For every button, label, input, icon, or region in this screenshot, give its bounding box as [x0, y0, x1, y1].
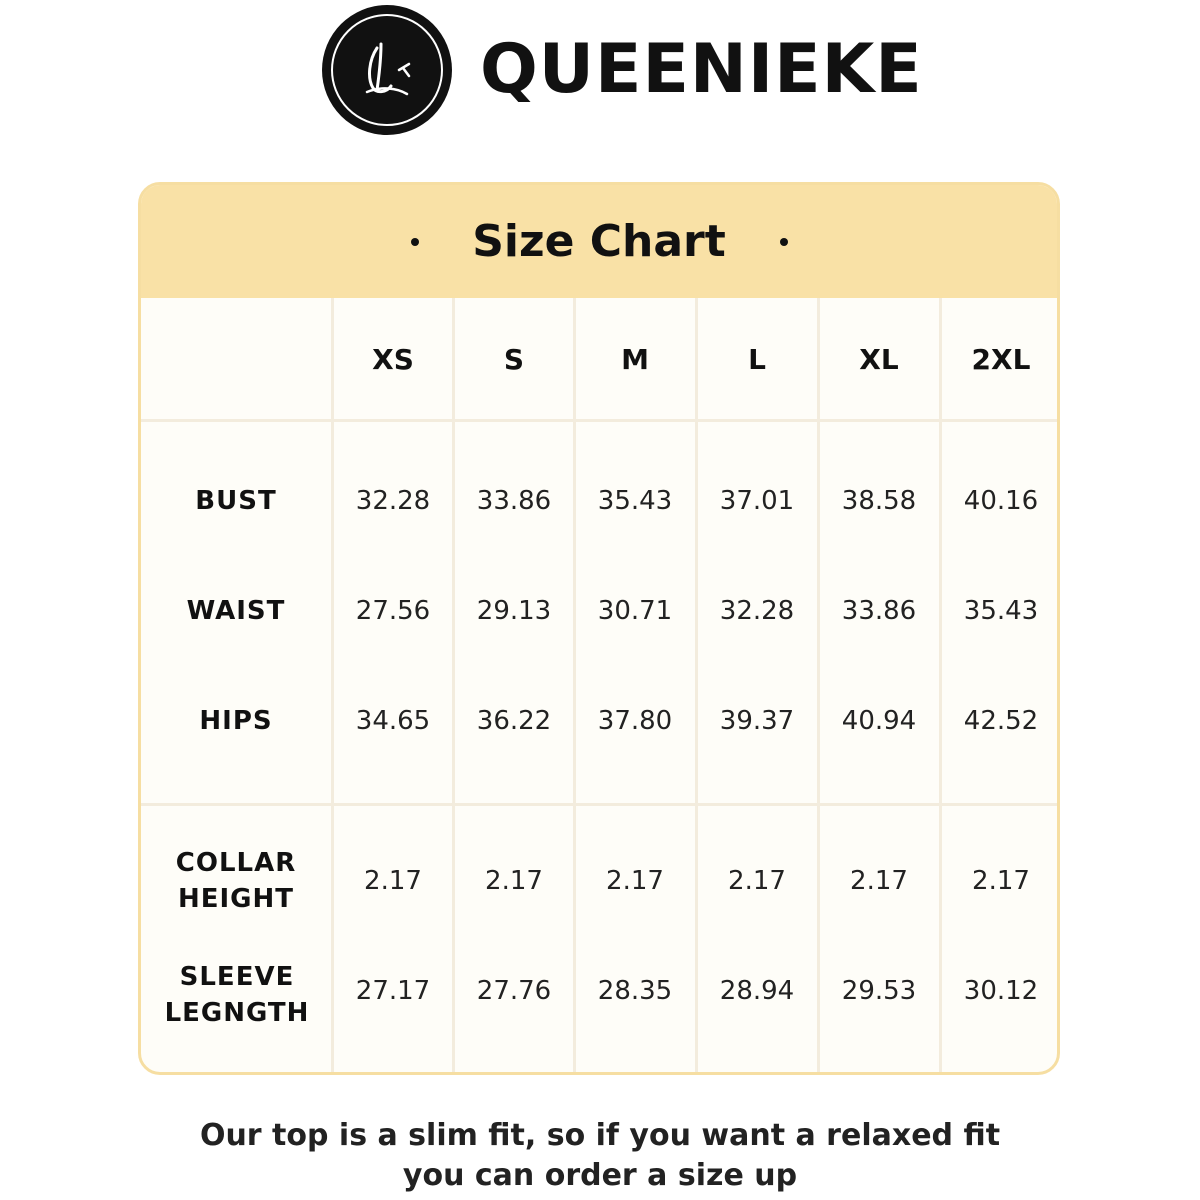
row-divider [141, 419, 1057, 422]
table-cell: 40.16 [963, 486, 1039, 516]
fit-note-line-1: Our top is a slim fit, so if you want a relaxed fit [199, 1118, 1001, 1153]
table-cell: 37.01 [719, 486, 795, 516]
table-cell: 27.17 [355, 976, 431, 1006]
size-header-s: S [503, 343, 525, 376]
size-chart-title: Size Chart [472, 216, 726, 267]
table-cell: 35.43 [597, 486, 673, 516]
table-cell: 2.17 [485, 866, 543, 896]
table-cell: 33.86 [476, 486, 552, 516]
row-label-bust: BUST [195, 486, 277, 516]
table-cell: 2.17 [972, 866, 1030, 896]
table-cell: 29.53 [841, 976, 917, 1006]
table-cell: 27.76 [476, 976, 552, 1006]
table-cell: 27.56 [355, 596, 431, 626]
size-header-xs: XS [372, 343, 414, 376]
table-cell: 32.28 [355, 486, 431, 516]
row-divider [141, 803, 1057, 806]
table-cell: 37.80 [597, 706, 673, 736]
row-label-sleeve-length: SLEEVE LEGNGTH [164, 962, 310, 1028]
table-cell: 30.71 [597, 596, 673, 626]
queenieke-logo-icon [322, 5, 452, 135]
fit-note-line-2: you can order a size up [402, 1158, 798, 1193]
bullet-dot-icon [780, 238, 788, 246]
brand-name: QUEENIEKE [480, 30, 923, 109]
table-cell: 38.58 [841, 486, 917, 516]
size-chart-card [138, 182, 1060, 1075]
row-label-hips: HIPS [199, 706, 273, 736]
size-header-m: M [621, 343, 649, 376]
bullet-dot-icon [411, 238, 419, 246]
table-cell: 39.37 [719, 706, 795, 736]
table-cell: 30.12 [963, 976, 1039, 1006]
fit-note [0, 1116, 1200, 1196]
size-header-2xl: 2XL [971, 343, 1031, 376]
table-cell: 33.86 [841, 596, 917, 626]
brand-header [0, 0, 1200, 150]
table-cell: 2.17 [850, 866, 908, 896]
table-cell: 28.94 [719, 976, 795, 1006]
table-cell: 2.17 [728, 866, 786, 896]
row-label-collar-height: COLLAR HEIGHT [175, 848, 297, 914]
size-header-xl: XL [859, 343, 899, 376]
table-cell: 32.28 [719, 596, 795, 626]
table-cell: 36.22 [476, 706, 552, 736]
table-cell: 35.43 [963, 596, 1039, 626]
table-cell: 34.65 [355, 706, 431, 736]
table-cell: 40.94 [841, 706, 917, 736]
table-cell: 2.17 [606, 866, 664, 896]
table-cell: 28.35 [597, 976, 673, 1006]
size-chart-header [141, 185, 1057, 298]
table-cell: 2.17 [364, 866, 422, 896]
size-header-l: L [748, 343, 766, 376]
table-cell: 29.13 [476, 596, 552, 626]
table-cell: 42.52 [963, 706, 1039, 736]
row-label-waist: WAIST [186, 596, 286, 626]
